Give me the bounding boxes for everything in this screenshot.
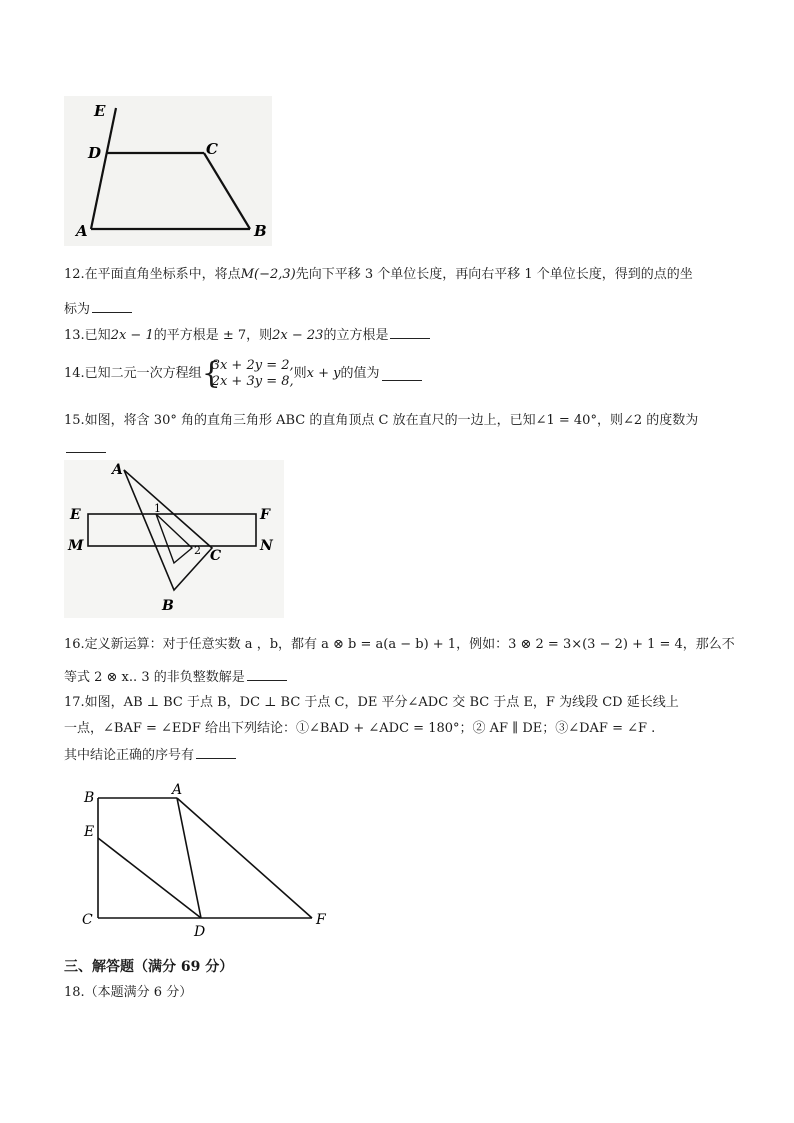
question-18: 18.（本题满分 6 分） (64, 985, 193, 1000)
question-17-line3: 其中结论正确的序号有 (64, 746, 236, 765)
question-12-line2: 标为 (64, 300, 132, 319)
label-A: A (112, 462, 123, 478)
answer-blank-15-row (64, 440, 106, 459)
answer-blank-14[interactable] (382, 368, 422, 381)
angle-2-label: 2 (194, 544, 201, 557)
label-C: C (82, 912, 93, 928)
label-A: A (76, 222, 88, 240)
figure-triangle-ruler (64, 460, 284, 618)
equation-system: { 3x + 2y = 2, 2x + 3y = 8, (201, 356, 294, 391)
label-E: E (94, 102, 106, 120)
label-M: M (68, 538, 84, 554)
figure-quadrilateral (74, 782, 338, 938)
label-E: E (70, 507, 81, 523)
label-D: D (194, 924, 206, 938)
question-13: 13.已知2x − 1的平方根是 ± 7，则2x − 23的立方根是 (64, 326, 430, 345)
section-3-heading: 三、解答题（满分 69 分） (64, 959, 234, 975)
label-N: N (260, 538, 273, 554)
label-E: E (84, 824, 95, 840)
question-16-line2: 等式 2 ⊗ x.. 3 的非负整数解是 (64, 668, 287, 687)
answer-blank-13[interactable] (390, 326, 430, 339)
label-F: F (260, 507, 270, 523)
label-B: B (162, 598, 174, 614)
question-15: 15.如图，将含 30° 角的直角三角形 ABC 的直角顶点 C 放在直尺的一边上，已知∠1 = 40°，则∠2 的度数为 (64, 413, 699, 428)
question-17-line1: 17.如图，AB ⊥ BC 于点 B，DC ⊥ BC 于点 C，DE 平分∠ADC 交 BC 于点 E，F 为线段 CD 延长线上 (64, 695, 679, 710)
angle-1-label: 1 (154, 502, 161, 515)
label-A: A (172, 782, 183, 798)
label-B: B (84, 790, 95, 806)
question-16-line1: 16.定义新运算：对于任意实数 a ，b，都有 a ⊗ b = a(a − b) + 1，例如：3 ⊗ 2 = 3×(3 − 2) + 1 = 4，那么不 (64, 637, 735, 652)
question-14: 14.已知二元一次方程组 { 3x + 2y = 2, 2x + 3y = 8, 则x + y的值为 (64, 358, 422, 390)
answer-blank-15[interactable] (66, 440, 106, 453)
label-C: C (206, 140, 218, 158)
point-M: M(−2,3) (240, 267, 296, 282)
answer-blank-12[interactable] (92, 300, 132, 313)
label-B: B (254, 222, 267, 240)
label-D: D (88, 144, 102, 162)
answer-blank-17[interactable] (196, 746, 236, 759)
answer-blank-16[interactable] (247, 668, 287, 681)
figure-trapezoid (64, 96, 272, 246)
label-F: F (316, 912, 326, 928)
label-C: C (210, 548, 222, 564)
question-17-line2: 一点，∠BAF = ∠EDF 给出下列结论：①∠BAD + ∠ADC = 180°；② AF ∥ DE；③∠DAF = ∠F . (64, 721, 656, 736)
question-12-line1: 12.在平面直角坐标系中，将点M(−2,3)先向下平移 3 个单位长度，再向右平移 1 个单位长度，得到的点的坐 (64, 267, 693, 282)
